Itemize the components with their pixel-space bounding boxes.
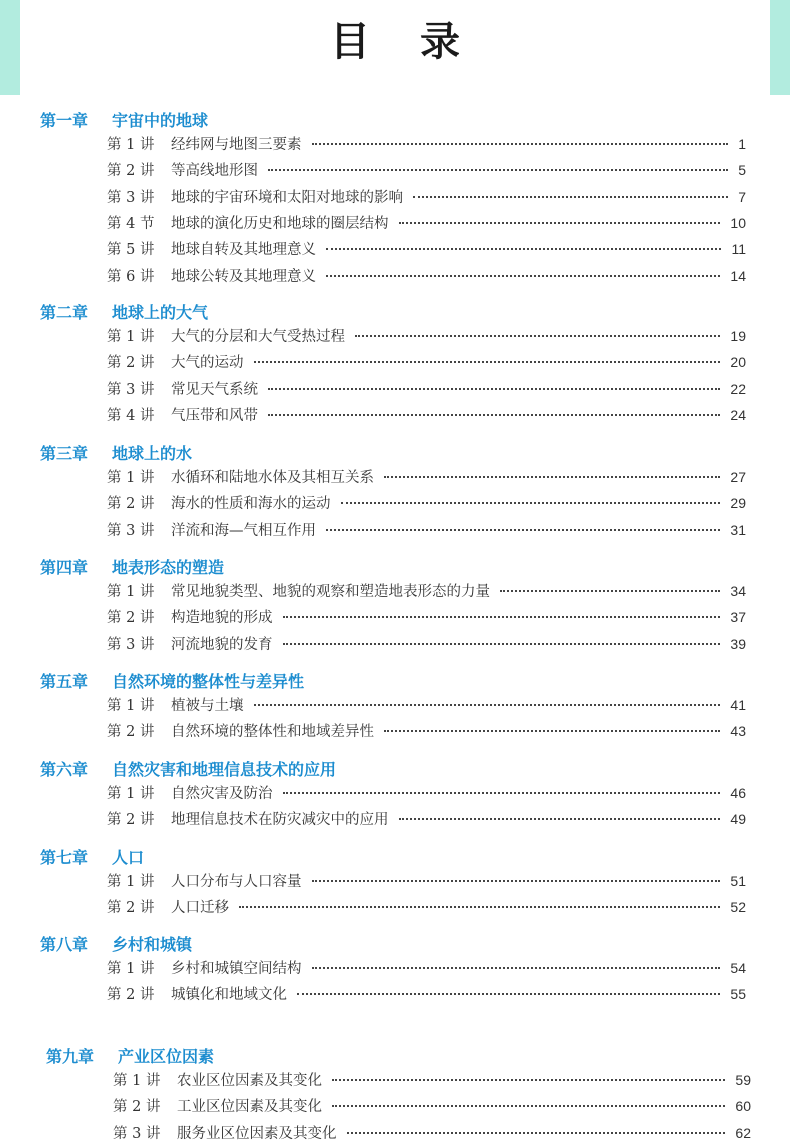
- lesson-title: 构造地貌的形成: [171, 610, 273, 627]
- chapter-title: 乡村和城镇: [112, 935, 193, 954]
- page-number: 34: [730, 583, 746, 599]
- chapter-number: 第二章: [40, 303, 89, 322]
- lesson-title: 乡村和城镇空间结构: [171, 961, 302, 977]
- page-number: 60: [735, 1098, 751, 1115]
- page-number: 11: [731, 241, 746, 258]
- lesson-title: 农业区位因素及其变化: [177, 1073, 322, 1089]
- page-number: 41: [730, 697, 746, 713]
- page-number: 27: [730, 469, 746, 485]
- page-number: 52: [730, 899, 746, 916]
- lesson-title: 常见天气系统: [171, 381, 258, 398]
- dot-leader: [347, 1132, 726, 1134]
- chapter-title: 地球上的水: [112, 444, 193, 463]
- page-number: 31: [730, 521, 746, 538]
- lesson-title: 气压带和风带: [171, 407, 258, 424]
- dot-leader: [326, 248, 721, 250]
- dot-leader: [268, 414, 720, 416]
- page-number: 5: [738, 162, 746, 179]
- dot-leader: [268, 388, 720, 390]
- chapter-title: 自然灾害和地理信息技术的应用: [112, 760, 337, 779]
- toc-entry[interactable]: [107, 694, 746, 715]
- dot-leader: [332, 1079, 725, 1081]
- page-number: 24: [730, 406, 746, 423]
- lesson-title: 工业区位因素及其变化: [177, 1099, 322, 1116]
- lesson-number: 第 1 讲: [107, 329, 155, 345]
- toc-entry[interactable]: [107, 186, 746, 207]
- lesson-title: 人口分布与人口容量: [171, 874, 302, 890]
- page-number: 54: [730, 960, 746, 976]
- dot-leader: [326, 275, 720, 277]
- chapter-heading: [40, 845, 144, 868]
- page-number: 37: [730, 609, 746, 626]
- chapter-title: 人口: [112, 848, 145, 867]
- lesson-number: 第 1 讲: [107, 698, 155, 714]
- lesson-number: 第 3 讲: [107, 381, 155, 398]
- lesson-number: 第 1 讲: [107, 874, 155, 890]
- lesson-number: 第 1 讲: [107, 470, 155, 486]
- lesson-number: 第 2 讲: [107, 163, 155, 180]
- dot-leader: [312, 880, 721, 882]
- lesson-number: 第 2 讲: [113, 1099, 161, 1116]
- lesson-number: 第 6 讲: [107, 268, 155, 285]
- lesson-number: 第 3 讲: [107, 189, 155, 206]
- page-number: 46: [730, 785, 746, 801]
- page-number: 55: [730, 986, 746, 1003]
- dot-leader: [332, 1105, 725, 1107]
- dot-leader: [384, 730, 720, 732]
- dot-leader: [355, 335, 720, 337]
- toc-entry[interactable]: [107, 325, 746, 346]
- page-number: 22: [730, 380, 746, 397]
- toc-entry[interactable]: [107, 351, 746, 372]
- chapter-title: 宇宙中的地球: [112, 111, 209, 130]
- dot-leader: [413, 196, 728, 198]
- toc-entry[interactable]: [107, 606, 746, 627]
- toc-entry[interactable]: [107, 378, 746, 399]
- dot-leader: [283, 643, 721, 645]
- toc-entry[interactable]: [107, 466, 746, 487]
- toc-entry[interactable]: [107, 896, 746, 917]
- toc-entry[interactable]: [107, 212, 746, 233]
- page-number: 20: [730, 354, 746, 371]
- lesson-title: 河流地貌的发育: [171, 636, 273, 653]
- lesson-number: 第 3 讲: [107, 522, 155, 539]
- lesson-number: 第 1 讲: [107, 584, 155, 600]
- lesson-number: 第 1 讲: [107, 961, 155, 977]
- toc-entry[interactable]: [107, 265, 746, 286]
- lesson-number: 第 2 讲: [107, 355, 155, 372]
- lesson-number: 第 4 节: [107, 215, 155, 232]
- dot-leader: [283, 616, 721, 618]
- lesson-number: 第 3 讲: [113, 1125, 161, 1142]
- lesson-title: 常见地貌类型、地貌的观察和塑造地表形态的力量: [171, 584, 490, 600]
- lesson-number: 第 2 讲: [107, 812, 155, 829]
- lesson-number: 第 1 讲: [107, 137, 155, 153]
- lesson-number: 第 2 讲: [107, 610, 155, 627]
- chapter-title: 地球上的大气: [112, 303, 209, 322]
- lesson-title: 地球的宇宙环境和太阳对地球的影响: [171, 189, 403, 206]
- lesson-number: 第 3 讲: [107, 636, 155, 653]
- chapter-heading: [46, 1044, 214, 1067]
- lesson-number: 第 2 讲: [107, 900, 155, 917]
- dot-leader: [341, 502, 721, 504]
- lesson-title: 城镇化和地域文化: [171, 987, 287, 1004]
- lesson-title: 大气的分层和大气受热过程: [171, 329, 345, 345]
- lesson-title: 海水的性质和海水的运动: [171, 496, 331, 513]
- dot-leader: [500, 590, 720, 592]
- chapter-number: 第九章: [46, 1047, 95, 1066]
- lesson-title: 服务业区位因素及其变化: [177, 1125, 337, 1142]
- lesson-title: 自然环境的整体性和地域差异性: [171, 724, 374, 741]
- toc-entry[interactable]: [107, 983, 746, 1004]
- page-number: 59: [735, 1072, 751, 1088]
- page-title: 目 录: [330, 18, 478, 65]
- page-number: 10: [730, 214, 746, 231]
- toc-entry[interactable]: [113, 1069, 751, 1090]
- toc-entry[interactable]: [107, 633, 746, 654]
- page-number: 19: [730, 328, 746, 344]
- dot-leader: [254, 361, 721, 363]
- chapter-number: 第八章: [40, 935, 89, 954]
- toc-entry[interactable]: [107, 404, 746, 425]
- dot-leader: [312, 967, 721, 969]
- toc-entry[interactable]: [107, 720, 746, 741]
- chapter-heading: [40, 757, 336, 780]
- page-number: 14: [730, 267, 746, 284]
- lesson-number: 第 2 讲: [107, 987, 155, 1004]
- toc-entry[interactable]: [107, 492, 746, 513]
- dot-leader: [239, 906, 720, 908]
- chapter-number: 第一章: [40, 111, 89, 130]
- page-number: 7: [738, 188, 746, 205]
- toc-entry[interactable]: [107, 238, 746, 259]
- lesson-title: 水循环和陆地水体及其相互关系: [171, 470, 374, 486]
- toc-entry[interactable]: [107, 870, 746, 891]
- toc-entry[interactable]: [107, 808, 746, 829]
- lesson-title: 地理信息技术在防灾减灾中的应用: [171, 812, 389, 829]
- dot-leader: [399, 222, 721, 224]
- dot-leader: [254, 704, 721, 706]
- toc-entry[interactable]: [113, 1122, 751, 1143]
- chapter-title: 产业区位因素: [118, 1047, 215, 1066]
- dot-leader: [384, 476, 720, 478]
- chapter-number: 第六章: [40, 760, 89, 779]
- lesson-title: 大气的运动: [171, 355, 244, 372]
- lesson-title: 人口迁移: [171, 900, 229, 917]
- page-number: 51: [730, 873, 746, 889]
- dot-leader: [326, 529, 720, 531]
- lesson-title: 洋流和海—气相互作用: [171, 522, 316, 539]
- chapter-number: 第五章: [40, 672, 89, 691]
- lesson-number: 第 2 讲: [107, 724, 155, 741]
- lesson-title: 经纬网与地图三要素: [171, 137, 302, 153]
- chapter-number: 第七章: [40, 848, 89, 867]
- toc-entry[interactable]: [107, 519, 746, 540]
- page-number: 1: [738, 136, 746, 152]
- lesson-title: 自然灾害及防治: [171, 786, 273, 802]
- chapter-heading: [40, 669, 304, 692]
- page-number: 49: [730, 811, 746, 828]
- lesson-title: 等高线地形图: [171, 163, 258, 180]
- chapter-number: 第三章: [40, 444, 89, 463]
- dot-leader: [283, 792, 721, 794]
- toc-entry[interactable]: [107, 159, 746, 180]
- toc-entry[interactable]: [107, 580, 746, 601]
- dot-leader: [268, 169, 728, 171]
- chapter-heading: [40, 108, 208, 131]
- lesson-title: 植被与土壤: [171, 698, 244, 714]
- chapter-heading: [40, 932, 192, 955]
- lesson-title: 地球自转及其地理意义: [171, 242, 316, 259]
- chapter-heading: [40, 441, 192, 464]
- chapter-title: 地表形态的塑造: [112, 558, 225, 577]
- lesson-number: 第 5 讲: [107, 242, 155, 259]
- chapter-heading: [40, 300, 208, 323]
- page-number: 39: [730, 635, 746, 652]
- toc-entry[interactable]: [107, 782, 746, 803]
- dot-leader: [312, 143, 729, 145]
- page-number: 62: [735, 1124, 751, 1141]
- dot-leader: [399, 818, 721, 820]
- chapter-number: 第四章: [40, 558, 89, 577]
- toc-entry[interactable]: [107, 957, 746, 978]
- lesson-number: 第 1 讲: [113, 1073, 161, 1089]
- toc-entry[interactable]: [107, 133, 746, 154]
- lesson-number: 第 4 讲: [107, 407, 155, 424]
- lesson-title: 地球公转及其地理意义: [171, 268, 316, 285]
- chapter-title: 自然环境的整体性与差异性: [112, 672, 305, 691]
- page-number: 43: [730, 723, 746, 740]
- dot-leader: [297, 993, 720, 995]
- lesson-number: 第 1 讲: [107, 786, 155, 802]
- chapter-heading: [40, 555, 224, 578]
- page-number: 29: [730, 495, 746, 512]
- lesson-title: 地球的演化历史和地球的圈层结构: [171, 215, 389, 232]
- toc-entry[interactable]: [113, 1095, 751, 1116]
- lesson-number: 第 2 讲: [107, 496, 155, 513]
